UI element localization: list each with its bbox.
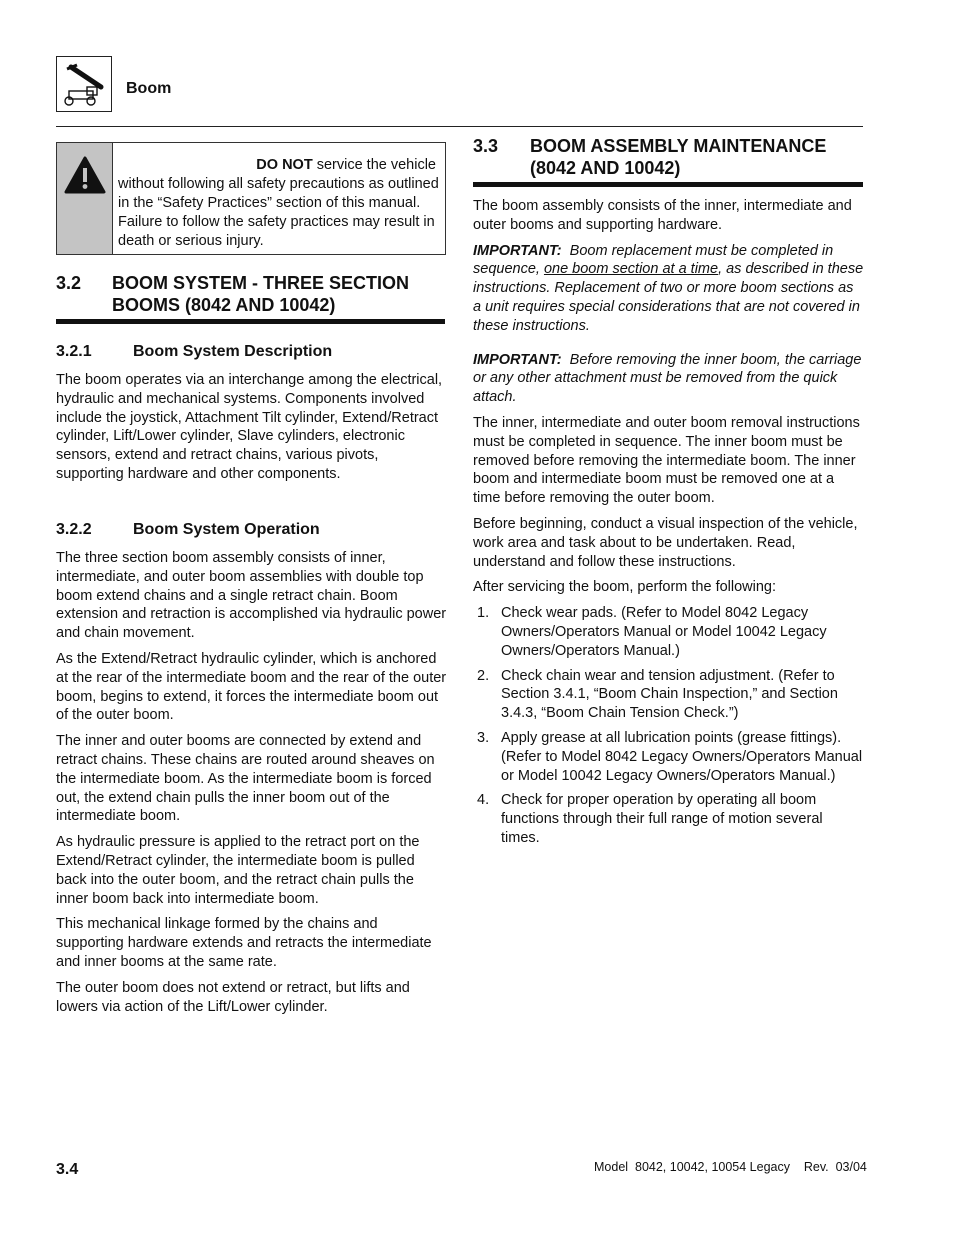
maintenance-steps-list [473, 604, 865, 848]
header-divider [56, 126, 863, 127]
paragraph: As the Extend/Retract hydraulic cylinder, which is anchored at the rear of the intermediate boom and the rear of the outer boom, begins to extend, it forces the intermediate boom out of the outer boom. [56, 650, 447, 724]
warning-text [118, 156, 443, 251]
paragraph: Before beginning, conduct a visual inspection of the vehicle, work area and task about to be undertaken. Read, understand and follow these instructions. [473, 515, 858, 570]
warning-body: without following all safety precautions as outlined in the “Safety Practices” section of this manual. Failure to follow the safety practices may result in death or serious injury. [118, 176, 439, 249]
section-3-2-title-line1: BOOM SYSTEM - THREE SECTION [112, 273, 410, 293]
important-label: IMPORTANT: [473, 351, 562, 368]
section-3-2-title-line2: BOOMS (8042 AND 10042) [112, 295, 336, 315]
warning-icon-panel [57, 143, 113, 254]
paragraph: This mechanical linkage formed by the chains and supporting hardware extends and retracts the intermediate and inner booms at the same rate. [56, 916, 432, 970]
important-1-underline: one boom section at a time [543, 261, 719, 278]
paragraph: The boom operates via an interchange among the electrical, hydraulic and mechanical systems. Components involved include the joystick, Attachment Tilt cylinder, Extend/Retract cylinder, Lift/Lower cylinder, Slave cylinders, electronic sensors, extend and retract chains, various pivots, supporting hardware and other components. [56, 372, 443, 482]
step-number: 4. [477, 792, 490, 809]
paragraph: The inner and outer booms are connected by extend and retract chains. These chains are routed around sheaves on the intermediate boom. As the intermediate boom is forced out, the extend chain pulls the inner boom out of the intermediate boom. [56, 733, 435, 825]
important-1-text-cont: , as described in these instructions. Replacement of two or more boom sections as a unit requires special considerations that are not covered in these instructions. [473, 261, 864, 334]
section-3-2-2-number: 3.2.2 [56, 521, 92, 538]
paragraph: The three section boom assembly consists of inner, intermediate, and outer boom assemblies with double top boom extend chains and a single retract chain. Boom extension and retraction is accomplished via hydraulic power and chain movement. [56, 550, 447, 642]
page-number: 3.4 [56, 1161, 79, 1178]
list-item [473, 729, 865, 785]
step-text: Check wear pads. (Refer to Model 8042 Legacy Owners/Operators Manual or Model 10042 Legacy Owners/Operators Manual.) [501, 605, 827, 659]
step-text: Check for proper operation by operating all boom functions through their full range of motion several times. [501, 792, 823, 846]
section-3-3-title-line1: BOOM ASSEMBLY MAINTENANCE [530, 136, 827, 156]
paragraph: After servicing the boom, perform the following: [473, 579, 777, 596]
section-3-2-2-body [56, 549, 448, 1023]
section-3-3-rule [473, 182, 863, 187]
paragraph: The boom assembly consists of the inner, intermediate and outer booms and supporting hardware. [473, 198, 852, 233]
list-item [473, 604, 865, 660]
boom-logo-icon [56, 56, 112, 112]
step-text: Check chain wear and tension adjustment. (Refer to Section 3.4.1, “Boom Chain Inspection,” and Section 3.4.3, “Boom Chain Tension Check.”) [501, 667, 838, 722]
section-3-2-1-number: 3.2.1 [56, 343, 92, 360]
warning-triangle-icon [57, 155, 113, 205]
list-item [473, 667, 865, 723]
important-note-1 [473, 242, 865, 336]
warning-lead-rest: service the vehicle [312, 157, 436, 173]
footer-model-info: Model 8042, 10042, 10054 Legacy Rev. 03/04 [594, 1160, 867, 1174]
header-section-title: Boom [126, 80, 172, 97]
step-number: 2. [477, 667, 490, 684]
section-3-3-title [530, 135, 860, 179]
important-2-text: Before removing the inner boom, the carriage or any other attachment must be removed from the quick attach. [473, 351, 866, 406]
section-3-2-1-title: Boom System Description [133, 343, 333, 360]
paragraph: As hydraulic pressure is applied to the retract port on the Extend/Retract cylinder, the intermediate boom is pulled back into the outer boom, and the retract chain pulls the inner boom back into intermediate boom. [56, 834, 420, 907]
section-3-2-1-body [56, 371, 448, 491]
important-label: IMPORTANT: [473, 242, 562, 259]
section-3-2-number: 3.2 [56, 273, 82, 293]
paragraph: The outer boom does not extend or retract, but lifts and lowers via action of the Lift/Lower cylinder. [56, 979, 410, 1015]
section-3-2-2-title: Boom System Operation [133, 521, 320, 538]
section-3-3-body [473, 197, 865, 854]
section-3-2-rule [56, 319, 445, 324]
step-number: 3. [477, 729, 490, 746]
important-1-text: Boom replacement must be completed in sequence, [473, 242, 838, 278]
section-3-3-title-line2: (8042 AND 10042) [530, 158, 681, 178]
paragraph: The inner, intermediate and outer boom removal instructions must be completed in sequence. The inner boom must be removed before removing the intermediate boom. The inner boom and intermediate boom must be removed one at a time before removing the outer boom. [473, 414, 860, 507]
step-text: Apply grease at all lubrication points (grease fittings). (Refer to Model 8042 Legacy Owners/Operators Manual or Model 10042 Legacy Owners/Operators Manual.) [501, 729, 863, 784]
section-3-3-number: 3.3 [473, 136, 499, 156]
important-note-2 [473, 351, 865, 407]
safety-warning-box [56, 142, 446, 255]
step-number: 1. [477, 605, 490, 622]
section-3-2-title [112, 272, 452, 316]
warning-lead-bold: DO NOT [256, 157, 313, 173]
list-item [473, 791, 865, 847]
